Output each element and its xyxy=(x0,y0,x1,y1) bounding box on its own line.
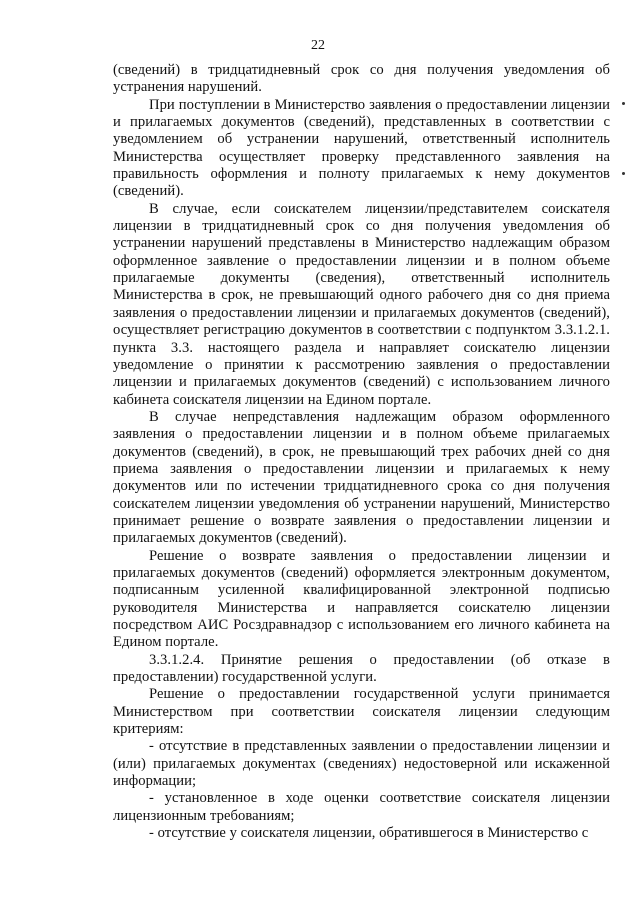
paragraph-1: (сведений) в тридцатидневный срок со дня получения уведомления об устранения нарушений. xyxy=(113,62,610,96)
paragraph-10: - отсутствие у соискателя лицензии, обратившегося в Министерство с xyxy=(149,825,589,842)
paragraph-4: В случае непредставления надлежащим образом оформленного заявления о предоставлении лицензии и в полном объеме прилагаемых документов (сведений), в срок, не превышающий трех рабочих дней со дня приема заявления о предоставлении лицензии и прилагаемых к нему документов или по истечении тридцатидневного срока со дня получения соискателем лицензии уведомления об устранении нарушений, Министерство принимает решение о возврате заявления о предоставлении лицензии и прилагаемых документов (сведений). xyxy=(113,408,610,547)
page-number: 22 xyxy=(311,38,325,53)
paragraph-6: 3.3.1.2.4. Принятие решения о предоставлении (об отказе в предоставлении) государственной услуги. xyxy=(113,651,610,686)
scan-artifact-dot xyxy=(622,102,625,105)
paragraph-2: При поступлении в Министерство заявления о предоставлении лицензии и прилагаемых документов (сведений), представленных в соответствии с уведомлением об устранении нарушений, ответственный исполнитель Министерства осуществляет проверку представленного заявления на правильность оформления и полноту прилагаемых к нему документов (сведений). xyxy=(113,96,610,200)
paragraph-9: - установленное в ходе оценки соответствие соискателя лицензии лицензионным требованиям; xyxy=(113,790,610,824)
scan-artifact-dot xyxy=(622,172,625,175)
paragraph-3: В случае, если соискателем лицензии/представителем соискателя лицензии в тридцатидневный срок со дня получения уведомления об устранении нарушений представлены в Министерство надлежащим образом оформленное заявление о предоставлении лицензии и в полном объеме прилагаемые документы (сведения), ответственный исполнитель Министерства в срок, не превышающий одного рабочего дня со дня приема заявления о предоставлении лицензии и прилагаемых документов (сведений), осуществляет регистрацию документов в соответствии с подпунктом 3.3.1.2.1. пункта 3.3. настоящего раздела и направляет соискателю лицензии уведомление о принятии к рассмотрению заявления о предоставлении лицензии и прилагаемых документов (сведений) с использованием личного кабинета соискателя лицензии на Едином портале. xyxy=(113,200,610,408)
paragraph-8: - отсутствие в представленных заявлении о предоставлении лицензии и (или) прилагаемых документах (сведениях) недостоверной или искаженной информации; xyxy=(113,738,610,790)
paragraph-7: Решение о предоставлении государственной услуги принимается Министерством при соответствии соискателя лицензии следующим критериям: xyxy=(113,686,610,738)
document-body xyxy=(113,62,610,842)
paragraph-5: Решение о возврате заявления о предоставлении лицензии и прилагаемых документов (сведений) оформляется электронным документом, подписанным усиленной квалифицированной электронной подписью руководителя Министерства и направляется соискателю лицензии посредством АИС Росздравнадзор с использованием его личного кабинета на Едином портале. xyxy=(113,547,610,651)
